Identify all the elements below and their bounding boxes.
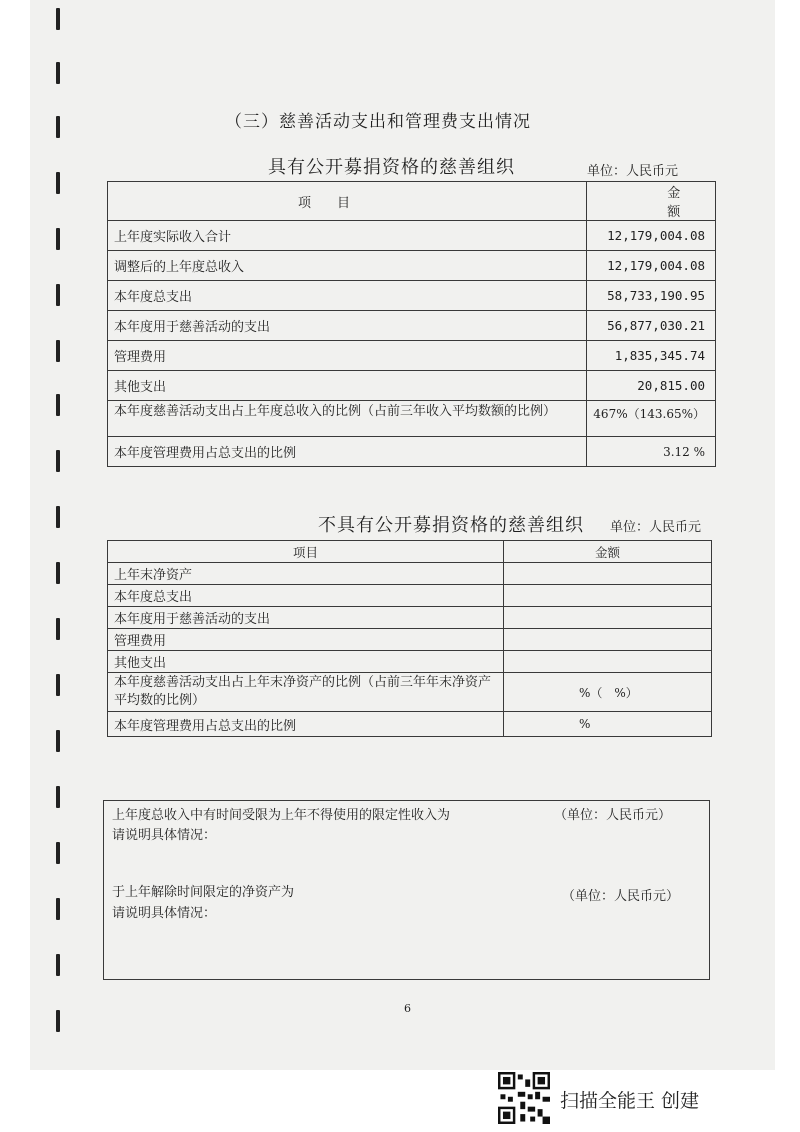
table-row [108,311,716,341]
header-amount: 金 额 [587,182,716,221]
table-row [108,251,716,281]
row-value: % [504,712,712,737]
table-row [108,401,716,437]
restricted-income-line: 上年度总收入中有时间受限为上年不得使用的限定性收入为 [112,808,451,823]
row-value: 20,815.00 [587,371,716,401]
table-row [108,371,716,401]
table-header-row [108,541,712,563]
binding-holes [36,0,66,1070]
row-value: 56,877,030.21 [587,311,716,341]
table-row [108,437,716,467]
page-number: 6 [404,1002,411,1015]
released-assets-line: 于上年解除时间限定的净资产为 [112,885,295,900]
table-row [108,221,716,251]
table-row [108,651,712,673]
row-label: 管理费用 [108,629,504,651]
row-value [504,651,712,673]
table-header-row [108,182,716,221]
row-label: 本年度总支出 [108,585,504,607]
row-label: 本年度用于慈善活动的支出 [108,311,587,341]
row-value: 12,179,004.08 [587,251,716,281]
table2-unit: 单位：人民币元 [610,520,702,535]
table-row [108,629,712,651]
restricted-income-notes [103,800,710,980]
row-label: 上年度实际收入合计 [108,221,587,251]
row-label: 其他支出 [108,651,504,673]
table-row [108,341,716,371]
released-assets-explain: 请说明具体情况： [112,906,217,921]
row-label: 调整后的上年度总收入 [108,251,587,281]
table-row [108,563,712,585]
table1-unit: 单位：人民币元 [587,164,679,179]
row-value [504,607,712,629]
row-label: 本年度慈善活动支出占上年末净资产的比例（占前三年年末净资产平均数的比例） [108,673,504,712]
released-assets-unit: （单位：人民币元） [562,889,680,904]
non-public-fundraising-table [107,540,712,737]
public-fundraising-table [107,181,716,467]
header-item: 项 目 [108,182,587,221]
row-label: 其他支出 [108,371,587,401]
row-label: 管理费用 [108,341,587,371]
table-row [108,281,716,311]
table-row [108,585,712,607]
row-value: 12,179,004.08 [587,221,716,251]
row-label: 本年度管理费用占总支出的比例 [108,712,504,737]
restricted-income-explain: 请说明具体情况： [112,828,217,843]
header-amount: 金额 [504,541,712,563]
row-value [504,629,712,651]
row-value [504,563,712,585]
row-label: 本年度总支出 [108,281,587,311]
row-value: 467%（143.65%） [587,401,716,437]
table1-title: 具有公开募捐资格的慈善组织 [268,157,515,178]
table-row [108,607,712,629]
scanner-watermark: 扫描全能王 创建 [560,1090,700,1112]
row-label: 本年度管理费用占总支出的比例 [108,437,587,467]
row-value: %（ %） [504,673,712,712]
table2-title: 不具有公开募捐资格的慈善组织 [318,515,584,536]
row-label: 本年度慈善活动支出占上年度总收入的比例（占前三年收入平均数额的比例） [108,401,587,437]
row-label: 上年末净资产 [108,563,504,585]
qr-code-icon [498,1072,550,1124]
section-title: （三）慈善活动支出和管理费支出情况 [225,112,531,132]
restricted-income-unit: （单位：人民币元） [554,808,672,823]
header-item: 项目 [108,541,504,563]
row-value: 58,733,190.95 [587,281,716,311]
table-row [108,712,712,737]
row-value: 3.12 % [587,437,716,467]
row-value [504,585,712,607]
row-label: 本年度用于慈善活动的支出 [108,607,504,629]
table-row [108,673,712,712]
row-value: 1,835,345.74 [587,341,716,371]
